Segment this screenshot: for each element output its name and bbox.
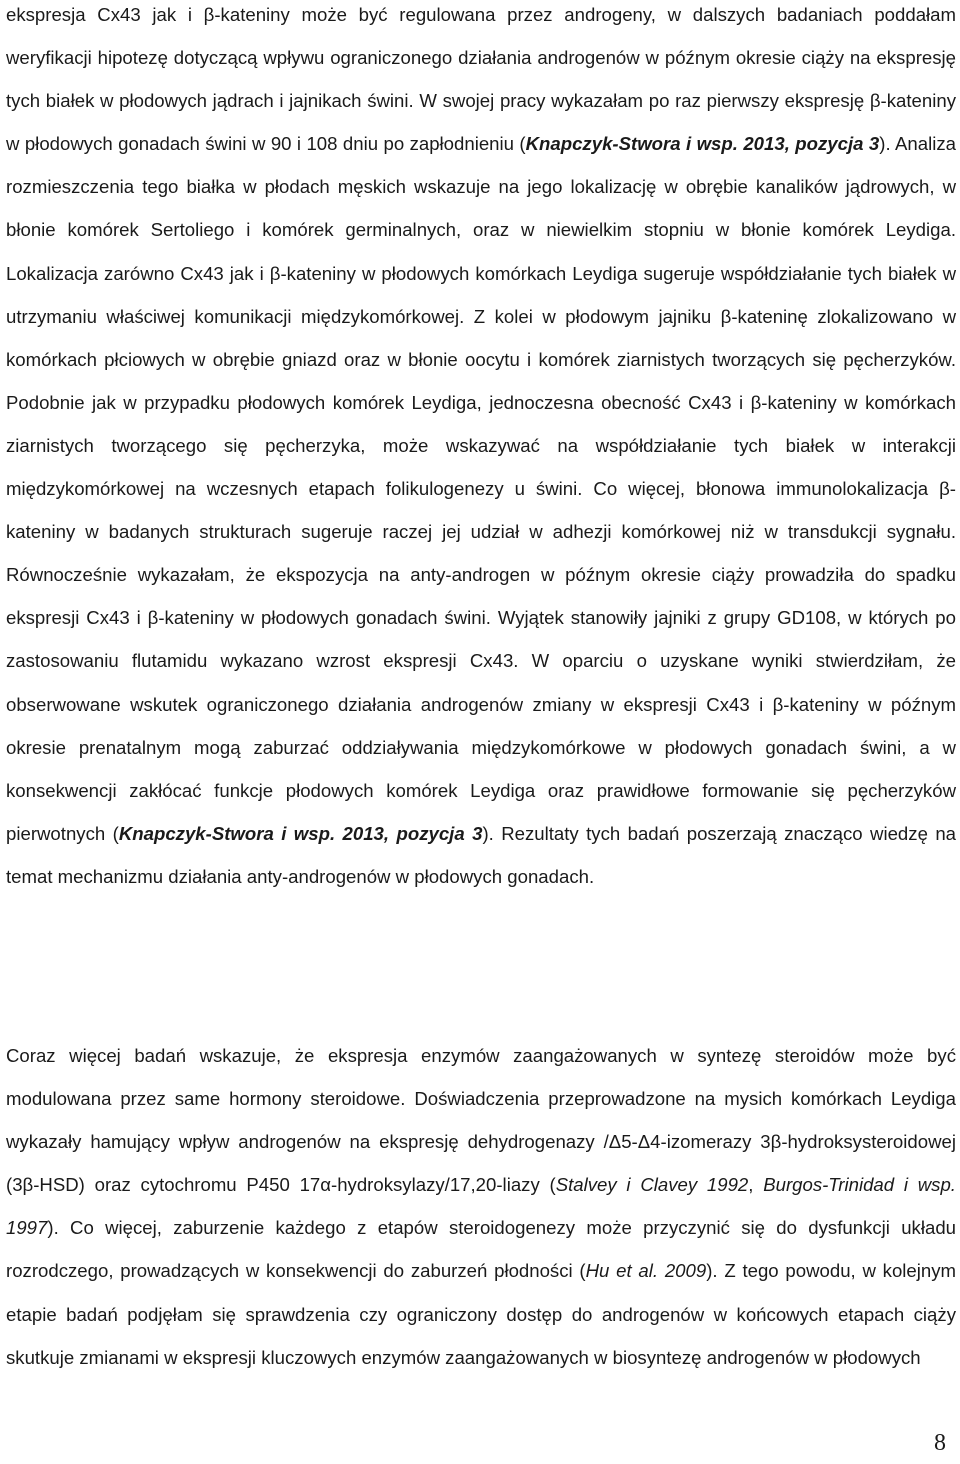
paragraph-1-text-1: ekspresja Cx43 jak i β-kateniny może być regulowana przez androgeny, w dalszych badaniach poddałam weryfikacji hipotezę dotyczącą wpływu ograniczonego działania androgenów w późnym okresie ciąży na ekspresję tych białek w płodowych jądrach i jajnikach świni. W swojej pracy wykazałam po raz pierwszy ekspresję β-kateniny w płodowych gonadach świni w 90 i 108 dniu po zapłodnieniu ( bbox=[6, 4, 956, 155]
paragraph-2 bbox=[6, 1034, 956, 1379]
paragraph-2-text-1: Coraz więcej badań wskazuje, że ekspresja enzymów zaangażowanych w syntezę steroidów może być modulowana przez same hormony steroidowe. Doświadczenia przeprowadzone na mysich komórkach Leydiga wykazały hamujący wpływ androgenów na ekspresję dehydrogenazy /Δ5-Δ4-izomerazy 3β-hydroksysteroidowej (3β-HSD) oraz cytochromu P450 17α-hydroksylazy/17,20-liazy ( bbox=[6, 1045, 956, 1196]
paragraph-1-text-3: ). Rezultaty tych badań poszerzają znacząco wiedzę na temat mechanizmu działania anty-androgenów w płodowych gonadach. bbox=[6, 822, 956, 887]
citation-knapczyk-stwora-2013-second: Knapczyk-Stwora i wsp. 2013, pozycja 3 bbox=[118, 822, 483, 844]
paragraph-2-text-2: ). Co więcej, zaburzenie każdego z etapów steroidogenezy może przyczynić się do dysfunkcji układu rozrodczego, prowadzących w konsekwencji do zaburzeń płodności ( bbox=[6, 1217, 956, 1282]
citation-stalvey-clavey-1992: Stalvey i Clavey 1992 bbox=[555, 1174, 749, 1196]
page-number: 8 bbox=[934, 1430, 946, 1456]
citation-knapczyk-stwora-2013: Knapczyk-Stwora i wsp. 2013, pozycja 3 bbox=[525, 133, 880, 155]
citation-separator: , bbox=[748, 1174, 764, 1196]
paragraph-2-text-3: ). Z tego powodu, w kolejnym etapie badań podjęłam się sprawdzenia czy ograniczony dostęp do androgenów w końcowych etapach ciąży skutkuje zmianami w ekspresji kluczowych enzymów zaangażowanych w biosyntezę androgenów w płodowych bbox=[6, 1260, 957, 1368]
citation-burgos-trinidad-1997: Burgos-Trinidad i wsp. 1997 bbox=[6, 1174, 956, 1239]
paragraph-1 bbox=[6, 0, 956, 898]
citation-hu-2009: Hu et al. 2009 bbox=[585, 1260, 707, 1282]
paragraph-1-text-2: ). Analiza rozmieszczenia tego białka w płodach męskich wskazuje na jego lokalizację w obrębie kanalików jądrowych, w błonie komórek Sertoliego i komórek germinalnych, oraz w niewielkim stopniu w błonie komórek Leydiga. Lokalizacja zarówno Cx43 jak i β-kateniny w płodowych komórkach Leydiga sugeruje współdziałanie tych białek w utrzymaniu właściwej komunikacji międzykomórkowej. Z kolei w płodowym jajniku β-kateninę zlokalizowano w komórkach płciowych w obrębie gniazd oraz w błonie oocytu i komórek ziarnistych tworzących się pęcherzyków. Podobnie jak w przypadku płodowych komórek Leydiga, jednoczesna obecność Cx43 i β-kateniny w komórkach ziarnistych tworzącego się pęcherzyka, może wskazywać na współdziałanie tych białek w interakcji międzykomórkowej na wczesnych etapach folikulogenezy u świni. Co więcej, błonowa immunolokalizacja β-kateniny w badanych strukturach sugeruje raczej jej udział w adhezji komórkowej niż w transdukcji sygnału. Równocześnie wykazałam, że ekspozycja na anty-androgen w późnym okresie ciąży prowadziła do spadku ekspresji Cx43 i β-kateniny w płodowych gonadach świni. Wyjątek stanowiły jajniki z grupy GD108, w których po zastosowaniu flutamidu wykazano wzrost ekspresji Cx43. W oparciu o uzyskane wyniki stwierdziłam, że obserwowane wskutek ograniczonego działania androgenów zmiany w ekspresji Cx43 i β-kateniny w późnym okresie prenatalnym mogą zaburzać oddziaływania międzykomórkowe w płodowych gonadach świni, a w konsekwencji zakłócać funkcje płodowych komórek Leydiga oraz prawidłowe formowanie się pęcherzyków pierwotnych ( bbox=[6, 133, 956, 844]
